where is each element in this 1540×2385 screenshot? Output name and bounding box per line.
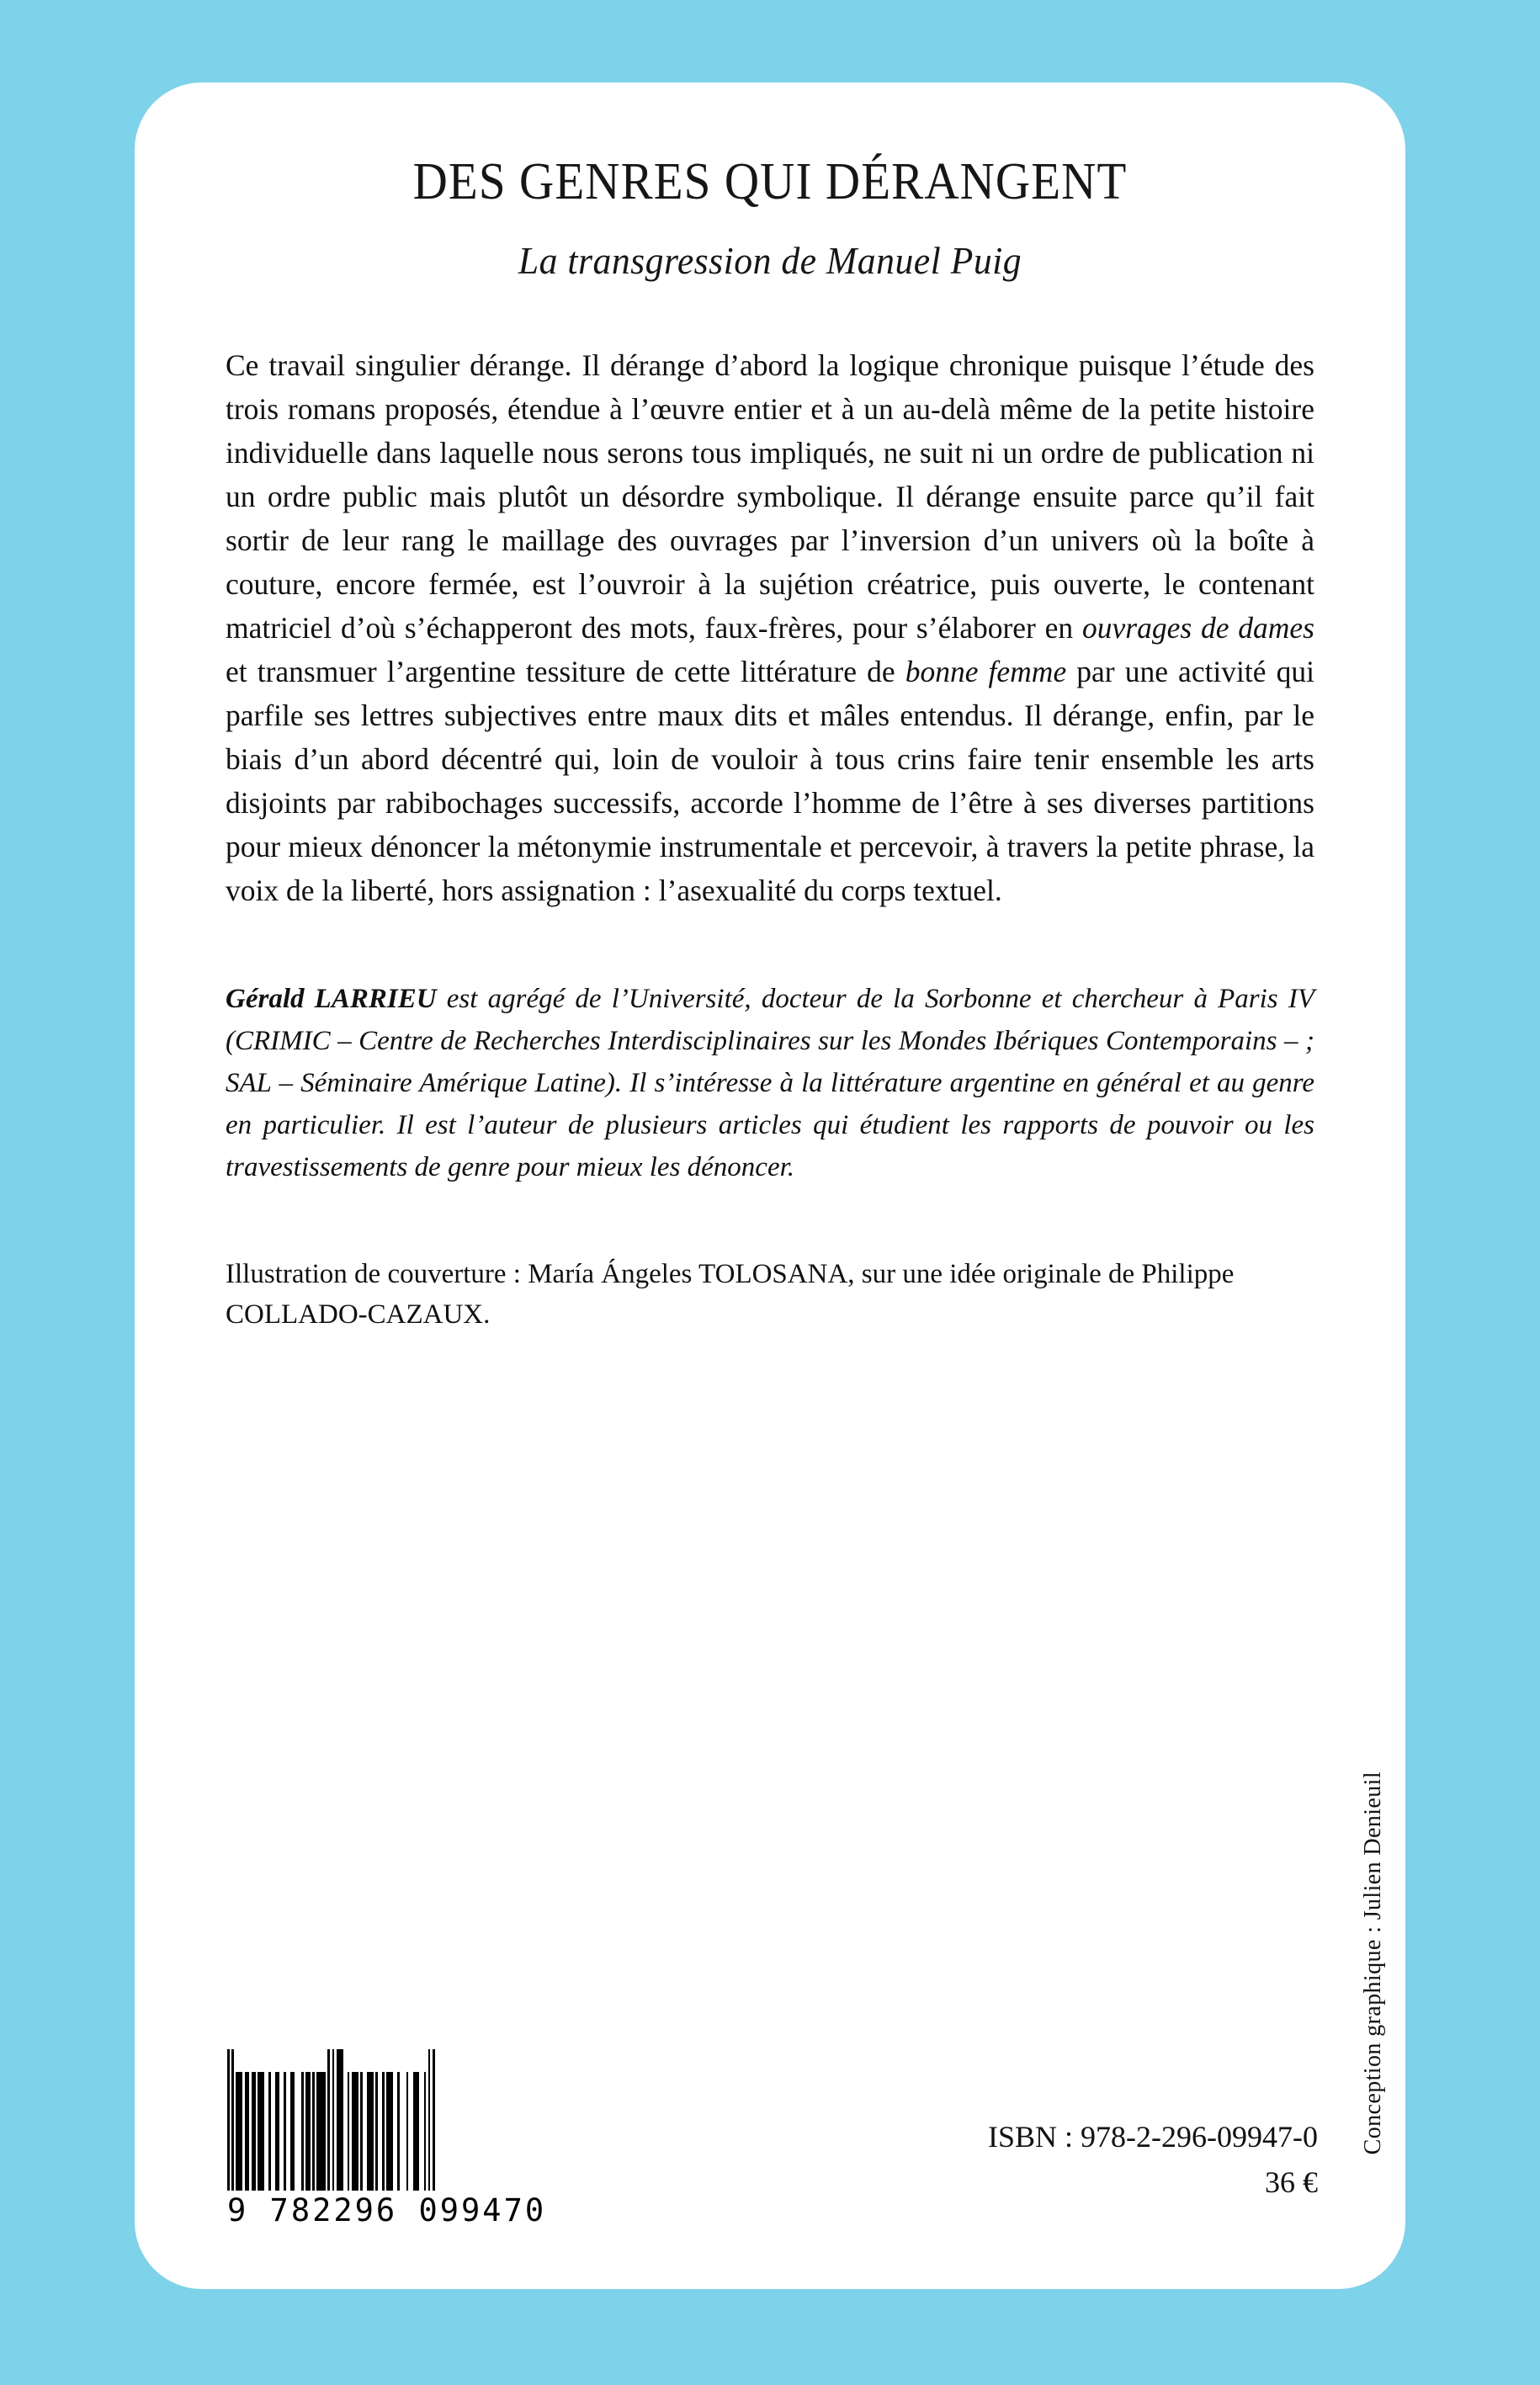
book-subtitle: La transgression de Manuel Puig — [518, 239, 1022, 283]
page-title: DES GENRES QUI DÉRANGENT — [412, 153, 1128, 210]
cover-content — [135, 343, 1405, 1335]
blurb-part-1: Ce travail singulier dérange. Il dérange d’abord la logique chronique puisque l’étude des trois romans proposés, étendue à l’œuvre entier et à un au-delà même de la petite histoire individuelle dans laquelle nous serons tous impliqués, ne suit ni un ordre de publication ni un ordre public mais plutôt un désordre symbolique. Il dérange ensuite parce qu’il fait sortir de leur rang le maillage des ouvrages par l’inversion d’un univers où la boîte à couture, encore fermée, est l’ouvroir à la sujétion créatrice, puis ouverte, le contenant matriciel d’où s’échapperont des mots, faux-frères, pour s’élaborer en — [226, 348, 1314, 645]
author-bio — [226, 978, 1314, 1188]
isbn-price-block — [988, 2114, 1318, 2205]
cover-illustration-credit: Illustration de couverture : María Ángeles TOLOSANA, sur une idée originale de Philippe COLLADO-CAZAUX. — [226, 1259, 1235, 1331]
author-bio-text: est agrégé de l’Université, docteur de la Sorbonne et chercheur à Paris IV (CRIMIC – Centre de Recherches Interdisciplinaires sur les Mondes Ibériques Contemporains – ; SAL – Séminaire Amérique Latine). Il s’intéresse à la littérature argentine en général et au genre en particulier. Il est l’auteur de plusieurs articles qui étudient les rapports de pouvoir ou les travestissements de genre pour mieux les dénoncer. — [226, 984, 1314, 1183]
isbn-value: ISBN : 978-2-296-09947-0 — [988, 2120, 1318, 2154]
price-value: 36 € — [1265, 2165, 1318, 2199]
graphic-design-credit: Conception graphique : Julien Denieuil — [1360, 1771, 1386, 2154]
blurb-italic-ouvrages-de-dames: ouvrages de dames — [1082, 611, 1314, 645]
blurb-paragraph — [226, 343, 1314, 912]
blurb-italic-bonne-femme: bonne femme — [905, 655, 1067, 689]
blurb-part-2: et transmuer l’argentine tessiture de cette littérature de — [226, 655, 905, 689]
barcode — [227, 2049, 555, 2228]
title-block — [135, 82, 1405, 283]
blurb-part-3: par une activité qui parfile ses lettres subjectives entre maux dits et mâles entendus. Il dérange, enfin, par le biais d’un abord décentré qui, loin de vouloir à tous crins faire tenir ensemble les arts disjoints par rabibochages successifs, accorde l’homme de l’être à ses diverses partitions pour mieux dénoncer la métonymie instrumentale et percevoir, à travers la petite phrase, la voix de la liberté, hors assignation : l’asexualité du corps textuel. — [226, 655, 1314, 908]
author-name: Gérald LARRIEU — [226, 984, 437, 1015]
cover-footer — [135, 1771, 1405, 2235]
barcode-bars-icon — [227, 2049, 555, 2191]
barcode-digits: 9 782296 099470 — [227, 2192, 547, 2228]
book-back-cover — [135, 82, 1405, 2289]
